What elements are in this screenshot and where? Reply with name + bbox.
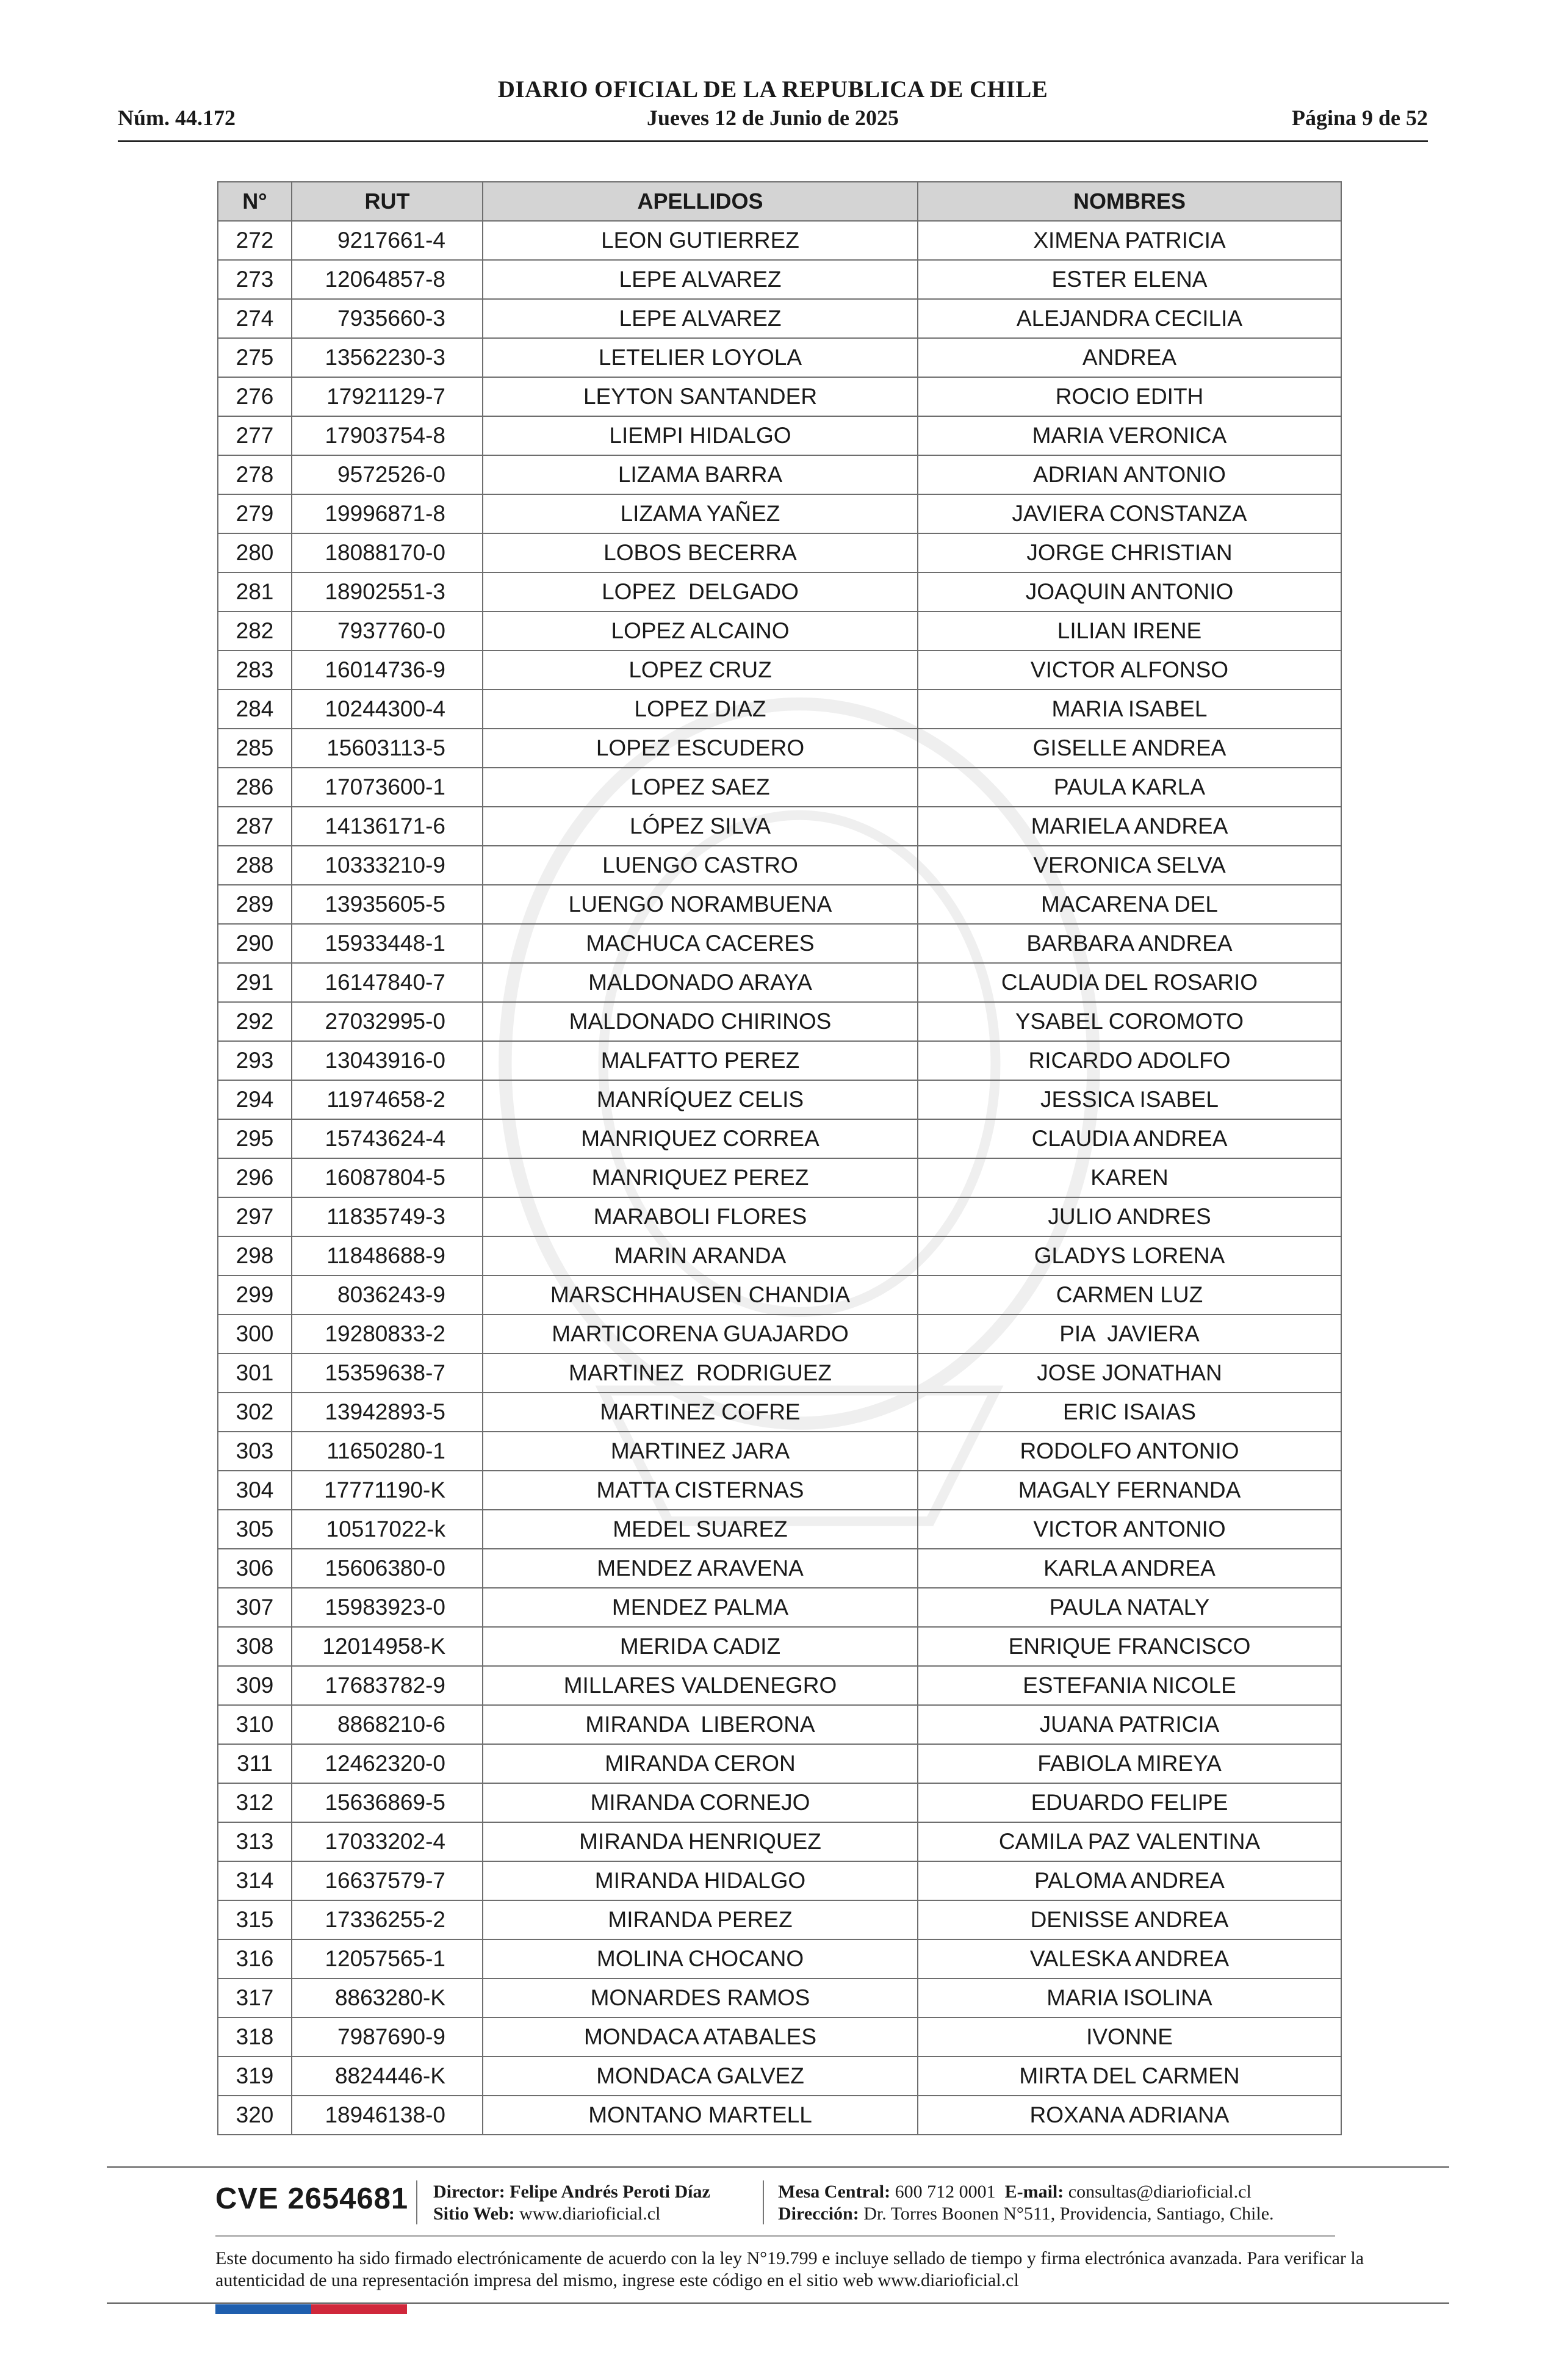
- row-number-cell: 290: [218, 925, 292, 964]
- nombres-cell: LILIAN IRENE: [918, 612, 1342, 651]
- row-number-cell: 308: [218, 1628, 292, 1667]
- rut-cell: 15743624-4: [292, 1120, 483, 1159]
- apellidos-cell: MACHUCA CACERES: [483, 925, 918, 964]
- rut-cell: 13935605-5: [292, 885, 483, 925]
- row-number-cell: 300: [218, 1315, 292, 1354]
- email-label: E-mail:: [1004, 2182, 1064, 2202]
- row-number-cell: 314: [218, 1862, 292, 1901]
- apellidos-cell: LOBOS BECERRA: [483, 534, 918, 573]
- table-row: [218, 1237, 1342, 1276]
- nombres-cell: ROCIO EDITH: [918, 378, 1342, 417]
- row-number-cell: 303: [218, 1432, 292, 1471]
- apellidos-cell: MARTINEZ COFRE: [483, 1393, 918, 1432]
- website-line: [433, 2203, 660, 2225]
- rut-cell: 17903754-8: [292, 417, 483, 456]
- rut-cell: 10517022-k: [292, 1510, 483, 1549]
- mesa-phone: 600 712 0001: [895, 2182, 996, 2202]
- page-indicator: Página 9 de 52: [1291, 106, 1428, 130]
- apellidos-cell: MENDEZ PALMA: [483, 1588, 918, 1628]
- contact-line: [778, 2181, 1252, 2203]
- apellidos-cell: MARSCHHAUSEN CHANDIA: [483, 1276, 918, 1315]
- table-row: [218, 1588, 1342, 1628]
- nombres-cell: IVONNE: [918, 2018, 1342, 2057]
- nombres-cell: BARBARA ANDREA: [918, 925, 1342, 964]
- nombres-cell: JORGE CHRISTIAN: [918, 534, 1342, 573]
- table-row: [218, 729, 1342, 768]
- table-row: [218, 339, 1342, 378]
- table-row: [218, 573, 1342, 612]
- apellidos-cell: LOPEZ SAEZ: [483, 768, 918, 807]
- rut-cell: 8036243-9: [292, 1276, 483, 1315]
- row-number-cell: 273: [218, 261, 292, 300]
- footer-separator: [763, 2180, 764, 2224]
- nombres-cell: CLAUDIA ANDREA: [918, 1120, 1342, 1159]
- flag-stripe-red: [311, 2304, 407, 2314]
- nombres-cell: PIA JAVIERA: [918, 1315, 1342, 1354]
- table-row: [218, 1432, 1342, 1471]
- row-number-cell: 295: [218, 1120, 292, 1159]
- apellidos-cell: MALDONADO ARAYA: [483, 964, 918, 1003]
- table-row: [218, 1940, 1342, 1979]
- nombres-cell: CLAUDIA DEL ROSARIO: [918, 964, 1342, 1003]
- nombres-cell: MIRTA DEL CARMEN: [918, 2057, 1342, 2096]
- apellidos-cell: LEON GUTIERREZ: [483, 222, 918, 261]
- row-number-cell: 278: [218, 456, 292, 495]
- table-row: [218, 2057, 1342, 2096]
- nombres-cell: CAMILA PAZ VALENTINA: [918, 1823, 1342, 1862]
- rut-cell: 12014958-K: [292, 1628, 483, 1667]
- table-row: [218, 222, 1342, 261]
- table-row: [218, 1628, 1342, 1667]
- rut-cell: 18902551-3: [292, 573, 483, 612]
- table-row: [218, 300, 1342, 339]
- table-row: [218, 1862, 1342, 1901]
- nombres-cell: RODOLFO ANTONIO: [918, 1432, 1342, 1471]
- rut-cell: 13043916-0: [292, 1042, 483, 1081]
- header-divider: [118, 140, 1428, 142]
- apellidos-cell: MEDEL SUAREZ: [483, 1510, 918, 1549]
- row-number-cell: 315: [218, 1901, 292, 1940]
- table-row: [218, 1706, 1342, 1745]
- director-name: Felipe Andrés Peroti Díaz: [510, 2182, 710, 2202]
- apellidos-cell: MIRANDA HENRIQUEZ: [483, 1823, 918, 1862]
- rut-cell: 14136171-6: [292, 807, 483, 846]
- nombres-cell: ERIC ISAIAS: [918, 1393, 1342, 1432]
- apellidos-cell: MIRANDA LIBERONA: [483, 1706, 918, 1745]
- apellidos-cell: MONTANO MARTELL: [483, 2096, 918, 2135]
- nombres-cell: VERONICA SELVA: [918, 846, 1342, 885]
- rut-cell: 17683782-9: [292, 1667, 483, 1706]
- apellidos-cell: MARTICORENA GUAJARDO: [483, 1315, 918, 1354]
- apellidos-cell: MIRANDA PEREZ: [483, 1901, 918, 1940]
- issue-number: Núm. 44.172: [118, 106, 236, 130]
- nombres-cell: MARIELA ANDREA: [918, 807, 1342, 846]
- apellidos-cell: LOPEZ DELGADO: [483, 573, 918, 612]
- table-row: [218, 1549, 1342, 1588]
- nombres-cell: PAULA KARLA: [918, 768, 1342, 807]
- table-row: [218, 2018, 1342, 2057]
- rut-cell: 15933448-1: [292, 925, 483, 964]
- footer-separator: [416, 2180, 417, 2224]
- row-number-cell: 275: [218, 339, 292, 378]
- nombres-cell: MACARENA DEL: [918, 885, 1342, 925]
- apellidos-cell: MALFATTO PEREZ: [483, 1042, 918, 1081]
- rut-cell: 17921129-7: [292, 378, 483, 417]
- row-number-cell: 272: [218, 222, 292, 261]
- rut-cell: 8863280-K: [292, 1979, 483, 2018]
- apellidos-cell: MIRANDA CERON: [483, 1745, 918, 1784]
- rut-cell: 19280833-2: [292, 1315, 483, 1354]
- publication-date: Jueves 12 de Junio de 2025: [646, 106, 899, 130]
- rut-cell: 17771190-K: [292, 1471, 483, 1510]
- rut-cell: 9572526-0: [292, 456, 483, 495]
- nombres-cell: YSABEL COROMOTO: [918, 1003, 1342, 1042]
- apellidos-cell: MIRANDA HIDALGO: [483, 1862, 918, 1901]
- nombres-cell: CARMEN LUZ: [918, 1276, 1342, 1315]
- table-row: [218, 417, 1342, 456]
- address-label: Dirección:: [778, 2204, 859, 2224]
- nombres-cell: RICARDO ADOLFO: [918, 1042, 1342, 1081]
- row-number-cell: 301: [218, 1354, 292, 1393]
- table-row: [218, 1315, 1342, 1354]
- row-number-cell: 288: [218, 846, 292, 885]
- apellidos-cell: MALDONADO CHIRINOS: [483, 1003, 918, 1042]
- apellidos-cell: LIZAMA BARRA: [483, 456, 918, 495]
- table-row: [218, 378, 1342, 417]
- row-number-cell: 298: [218, 1237, 292, 1276]
- rut-cell: 19996871-8: [292, 495, 483, 534]
- apellidos-cell: MIRANDA CORNEJO: [483, 1784, 918, 1823]
- footer-divider-middle: [215, 2235, 1335, 2237]
- rut-cell: 11974658-2: [292, 1081, 483, 1120]
- nombres-cell: PALOMA ANDREA: [918, 1862, 1342, 1901]
- row-number-cell: 320: [218, 2096, 292, 2135]
- apellidos-cell: MARTINEZ RODRIGUEZ: [483, 1354, 918, 1393]
- row-number-cell: 284: [218, 690, 292, 729]
- nombres-cell: ADRIAN ANTONIO: [918, 456, 1342, 495]
- nombres-cell: KARLA ANDREA: [918, 1549, 1342, 1588]
- row-number-cell: 296: [218, 1159, 292, 1198]
- rut-cell: 7935660-3: [292, 300, 483, 339]
- table-row: [218, 885, 1342, 925]
- nombres-cell: JAVIERA CONSTANZA: [918, 495, 1342, 534]
- table-header-row: [218, 182, 1342, 222]
- row-number-cell: 283: [218, 651, 292, 690]
- apellidos-cell: MANRIQUEZ CORREA: [483, 1120, 918, 1159]
- nombres-cell: XIMENA PATRICIA: [918, 222, 1342, 261]
- page-header: [118, 76, 1428, 143]
- row-number-cell: 287: [218, 807, 292, 846]
- row-number-cell: 282: [218, 612, 292, 651]
- nombres-cell: MARIA ISABEL: [918, 690, 1342, 729]
- row-number-cell: 293: [218, 1042, 292, 1081]
- apellidos-cell: LÓPEZ SILVA: [483, 807, 918, 846]
- table-row: [218, 964, 1342, 1003]
- row-number-cell: 306: [218, 1549, 292, 1588]
- rut-cell: 15603113-5: [292, 729, 483, 768]
- table-row: [218, 1081, 1342, 1120]
- table-row: [218, 1510, 1342, 1549]
- rut-cell: 9217661-4: [292, 222, 483, 261]
- nombres-cell: VICTOR ANTONIO: [918, 1510, 1342, 1549]
- address-line: [778, 2203, 1274, 2225]
- apellidos-cell: LUENGO NORAMBUENA: [483, 885, 918, 925]
- table-row: [218, 690, 1342, 729]
- legal-notice: Este documento ha sido firmado electrónicamente de acuerdo con la ley N°19.799 e incluye sellado de tiempo y firma electrónica avanzada. Para verificar la autenticidad de una representación impresa del mismo, ingrese este código en el sitio web www.diarioficial.cl: [215, 2248, 1364, 2290]
- rut-cell: 11848688-9: [292, 1237, 483, 1276]
- table-row: [218, 1354, 1342, 1393]
- website-label: Sitio Web:: [433, 2204, 515, 2224]
- rut-cell: 7987690-9: [292, 2018, 483, 2057]
- row-number-cell: 279: [218, 495, 292, 534]
- apellidos-cell: MATTA CISTERNAS: [483, 1471, 918, 1510]
- rut-cell: 8824446-K: [292, 2057, 483, 2096]
- nombres-cell: VALESKA ANDREA: [918, 1940, 1342, 1979]
- rut-cell: 7937760-0: [292, 612, 483, 651]
- row-number-cell: 313: [218, 1823, 292, 1862]
- nombres-cell: JULIO ANDRES: [918, 1198, 1342, 1237]
- row-number-cell: 317: [218, 1979, 292, 2018]
- row-number-cell: 312: [218, 1784, 292, 1823]
- row-number-cell: 289: [218, 885, 292, 925]
- row-number-cell: 291: [218, 964, 292, 1003]
- rut-cell: 10244300-4: [292, 690, 483, 729]
- column-header-apellidos: APELLIDOS: [483, 182, 918, 222]
- footer-divider-bottom: [107, 2302, 1449, 2304]
- table-row: [218, 2096, 1342, 2135]
- rut-cell: 17336255-2: [292, 1901, 483, 1940]
- row-number-cell: 311: [218, 1745, 292, 1784]
- rut-cell: 15636869-5: [292, 1784, 483, 1823]
- row-number-cell: 318: [218, 2018, 292, 2057]
- table-row: [218, 495, 1342, 534]
- footer-divider-top: [107, 2166, 1449, 2168]
- row-number-cell: 276: [218, 378, 292, 417]
- rut-cell: 12462320-0: [292, 1745, 483, 1784]
- apellidos-cell: LEPE ALVAREZ: [483, 261, 918, 300]
- nombres-cell: FABIOLA MIREYA: [918, 1745, 1342, 1784]
- apellidos-cell: MANRÍQUEZ CELIS: [483, 1081, 918, 1120]
- row-number-cell: 302: [218, 1393, 292, 1432]
- nombres-cell: MAGALY FERNANDA: [918, 1471, 1342, 1510]
- row-number-cell: 309: [218, 1667, 292, 1706]
- rut-cell: 16087804-5: [292, 1159, 483, 1198]
- apellidos-cell: MONARDES RAMOS: [483, 1979, 918, 2018]
- table-row: [218, 925, 1342, 964]
- director-label: Director:: [433, 2182, 505, 2202]
- nombres-cell: JOAQUIN ANTONIO: [918, 573, 1342, 612]
- apellidos-cell: LIZAMA YAÑEZ: [483, 495, 918, 534]
- apellidos-cell: LEPE ALVAREZ: [483, 300, 918, 339]
- table-row: [218, 1745, 1342, 1784]
- column-header-rut: RUT: [292, 182, 483, 222]
- table-row: [218, 1784, 1342, 1823]
- table-row: [218, 1276, 1342, 1315]
- row-number-cell: 307: [218, 1588, 292, 1628]
- rut-cell: 16014736-9: [292, 651, 483, 690]
- nombres-cell: ALEJANDRA CECILIA: [918, 300, 1342, 339]
- row-number-cell: 281: [218, 573, 292, 612]
- apellidos-cell: MARIN ARANDA: [483, 1237, 918, 1276]
- rut-cell: 18088170-0: [292, 534, 483, 573]
- table-row: [218, 1120, 1342, 1159]
- rut-cell: 13942893-5: [292, 1393, 483, 1432]
- address-value: Dr. Torres Boonen N°511, Providencia, Santiago, Chile.: [863, 2204, 1274, 2224]
- rut-cell: 17033202-4: [292, 1823, 483, 1862]
- table-row: [218, 768, 1342, 807]
- apellidos-cell: MENDEZ ARAVENA: [483, 1549, 918, 1588]
- row-number-cell: 297: [218, 1198, 292, 1237]
- nombres-cell: ESTER ELENA: [918, 261, 1342, 300]
- rut-cell: 17073600-1: [292, 768, 483, 807]
- rut-cell: 15359638-7: [292, 1354, 483, 1393]
- rut-cell: 15983923-0: [292, 1588, 483, 1628]
- table-row: [218, 1198, 1342, 1237]
- rut-cell: 18946138-0: [292, 2096, 483, 2135]
- column-header-nombres: NOMBRES: [918, 182, 1342, 222]
- rut-cell: 16147840-7: [292, 964, 483, 1003]
- apellidos-cell: MONDACA GALVEZ: [483, 2057, 918, 2096]
- publication-title: DIARIO OFICIAL DE LA REPUBLICA DE CHILE: [497, 76, 1048, 103]
- rut-cell: 12064857-8: [292, 261, 483, 300]
- apellidos-cell: LOPEZ ESCUDERO: [483, 729, 918, 768]
- row-number-cell: 285: [218, 729, 292, 768]
- rut-cell: 15606380-0: [292, 1549, 483, 1588]
- rut-cell: 10333210-9: [292, 846, 483, 885]
- nombres-cell: DENISSE ANDREA: [918, 1901, 1342, 1940]
- registry-table: [217, 181, 1342, 2135]
- nombres-cell: VICTOR ALFONSO: [918, 651, 1342, 690]
- nombres-cell: JOSE JONATHAN: [918, 1354, 1342, 1393]
- row-number-cell: 286: [218, 768, 292, 807]
- table-row: [218, 261, 1342, 300]
- cve-code: CVE 2654681: [215, 2182, 409, 2215]
- website-link[interactable]: www.diarioficial.cl: [519, 2204, 661, 2224]
- table-row: [218, 1393, 1342, 1432]
- table-row: [218, 1042, 1342, 1081]
- table-row: [218, 846, 1342, 885]
- table-row: [218, 1471, 1342, 1510]
- row-number-cell: 292: [218, 1003, 292, 1042]
- nombres-cell: MARIA ISOLINA: [918, 1979, 1342, 2018]
- apellidos-cell: MANRIQUEZ PEREZ: [483, 1159, 918, 1198]
- table-row: [218, 1003, 1342, 1042]
- apellidos-cell: LUENGO CASTRO: [483, 846, 918, 885]
- apellidos-cell: MONDACA ATABALES: [483, 2018, 918, 2057]
- nombres-cell: JUANA PATRICIA: [918, 1706, 1342, 1745]
- table-row: [218, 1823, 1342, 1862]
- apellidos-cell: MOLINA CHOCANO: [483, 1940, 918, 1979]
- nombres-cell: KAREN: [918, 1159, 1342, 1198]
- table-row: [218, 1159, 1342, 1198]
- row-number-cell: 299: [218, 1276, 292, 1315]
- row-number-cell: 305: [218, 1510, 292, 1549]
- email-link[interactable]: consultas@diarioficial.cl: [1068, 2182, 1252, 2202]
- apellidos-cell: MARABOLI FLORES: [483, 1198, 918, 1237]
- row-number-cell: 280: [218, 534, 292, 573]
- apellidos-cell: MERIDA CADIZ: [483, 1628, 918, 1667]
- table-row: [218, 1667, 1342, 1706]
- nombres-cell: GISELLE ANDREA: [918, 729, 1342, 768]
- table-row: [218, 807, 1342, 846]
- rut-cell: 11835749-3: [292, 1198, 483, 1237]
- rut-cell: 16637579-7: [292, 1862, 483, 1901]
- nombres-cell: PAULA NATALY: [918, 1588, 1342, 1628]
- apellidos-cell: LEYTON SANTANDER: [483, 378, 918, 417]
- apellidos-cell: LIEMPI HIDALGO: [483, 417, 918, 456]
- apellidos-cell: LETELIER LOYOLA: [483, 339, 918, 378]
- rut-cell: 13562230-3: [292, 339, 483, 378]
- table-row: [218, 534, 1342, 573]
- row-number-cell: 316: [218, 1940, 292, 1979]
- rut-cell: 27032995-0: [292, 1003, 483, 1042]
- nombres-cell: ANDREA: [918, 339, 1342, 378]
- table-row: [218, 456, 1342, 495]
- row-number-cell: 319: [218, 2057, 292, 2096]
- rut-cell: 12057565-1: [292, 1940, 483, 1979]
- nombres-cell: GLADYS LORENA: [918, 1237, 1342, 1276]
- nombres-cell: JESSICA ISABEL: [918, 1081, 1342, 1120]
- row-number-cell: 277: [218, 417, 292, 456]
- rut-cell: 11650280-1: [292, 1432, 483, 1471]
- nombres-cell: EDUARDO FELIPE: [918, 1784, 1342, 1823]
- apellidos-cell: MILLARES VALDENEGRO: [483, 1667, 918, 1706]
- table-row: [218, 651, 1342, 690]
- row-number-cell: 310: [218, 1706, 292, 1745]
- row-number-cell: 274: [218, 300, 292, 339]
- mesa-label: Mesa Central:: [778, 2182, 891, 2202]
- nombres-cell: MARIA VERONICA: [918, 417, 1342, 456]
- apellidos-cell: LOPEZ CRUZ: [483, 651, 918, 690]
- table-row: [218, 612, 1342, 651]
- column-header-number: N°: [218, 182, 292, 222]
- apellidos-cell: MARTINEZ JARA: [483, 1432, 918, 1471]
- nombres-cell: ROXANA ADRIANA: [918, 2096, 1342, 2135]
- row-number-cell: 294: [218, 1081, 292, 1120]
- nombres-cell: ESTEFANIA NICOLE: [918, 1667, 1342, 1706]
- row-number-cell: 304: [218, 1471, 292, 1510]
- apellidos-cell: LOPEZ ALCAINO: [483, 612, 918, 651]
- flag-stripe-blue: [215, 2304, 311, 2314]
- table-row: [218, 1979, 1342, 2018]
- rut-cell: 8868210-6: [292, 1706, 483, 1745]
- director-line: [433, 2181, 710, 2203]
- nombres-cell: ENRIQUE FRANCISCO: [918, 1628, 1342, 1667]
- table-row: [218, 1901, 1342, 1940]
- apellidos-cell: LOPEZ DIAZ: [483, 690, 918, 729]
